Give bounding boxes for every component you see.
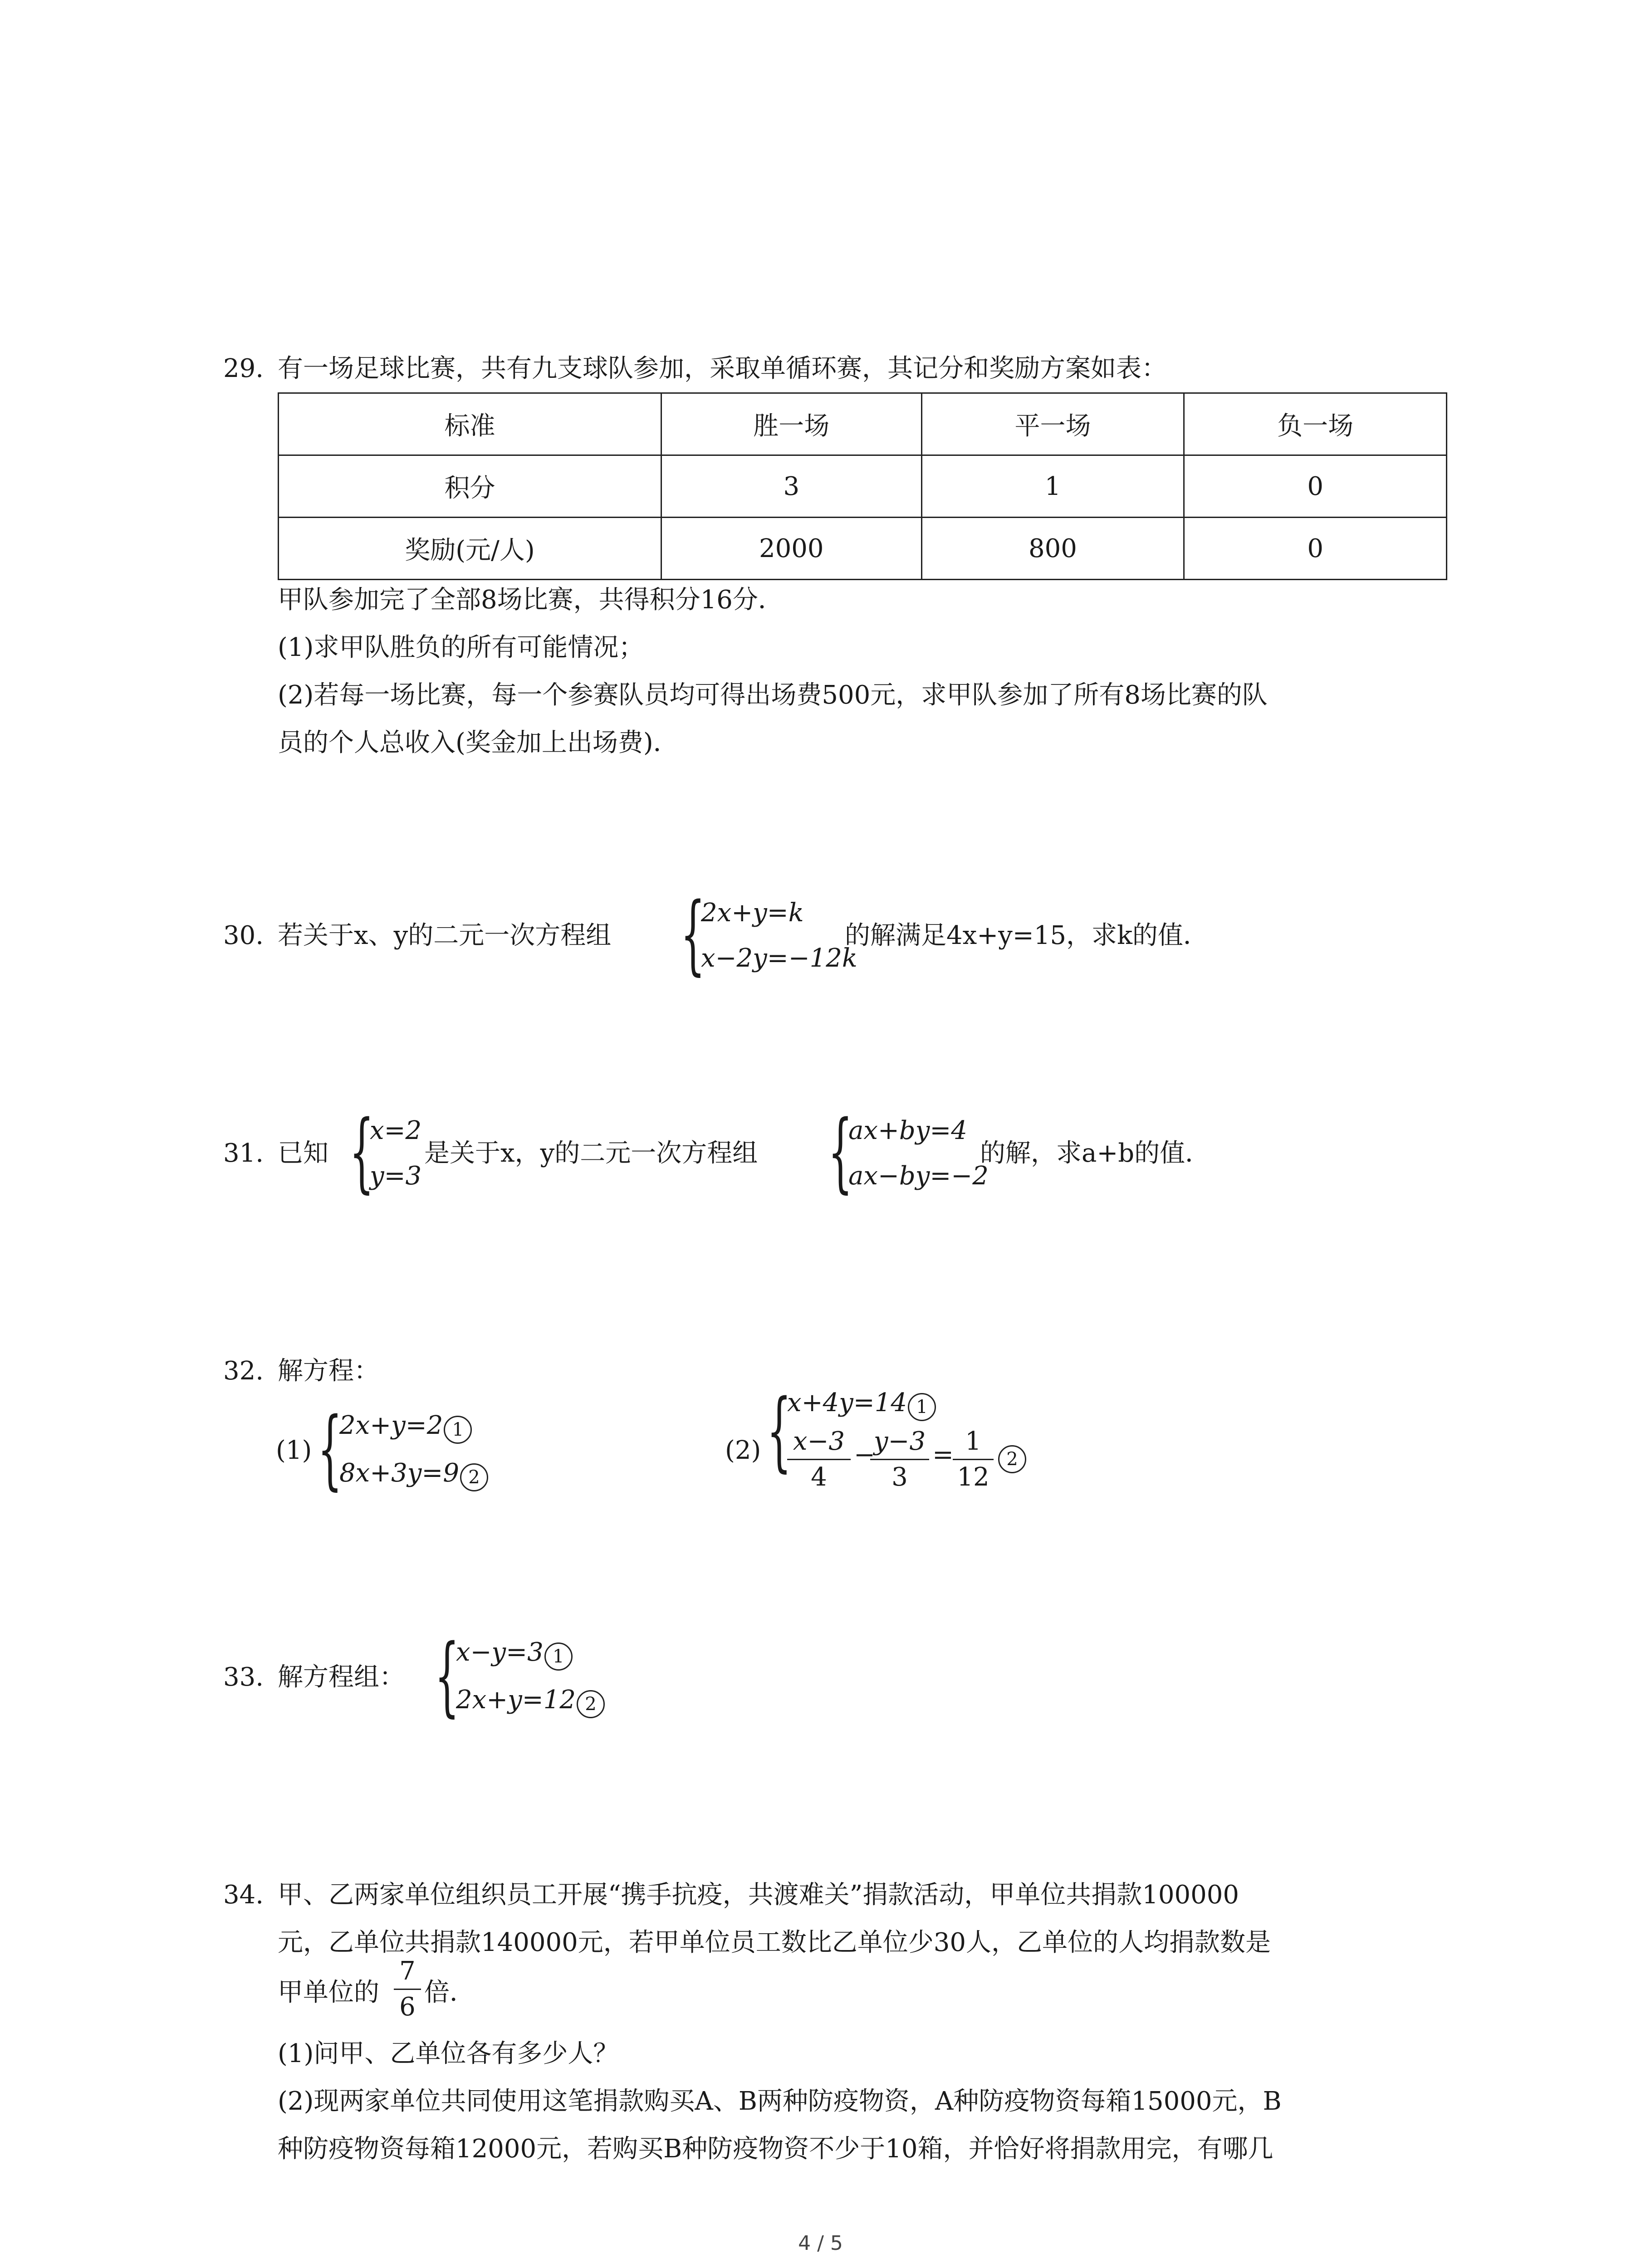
q32-fraction-3: [953, 1429, 994, 1490]
table-row: [279, 455, 1447, 518]
q33-title: 解方程组：: [278, 1662, 405, 1692]
q32-part1-label: (1): [276, 1436, 312, 1465]
left-brace-icon: {: [318, 1399, 343, 1499]
q31-sol1: x=2: [370, 1116, 422, 1145]
q31-number: 31.: [223, 1139, 264, 1168]
q29-line1: 甲队参加完了全部8场比赛，共得积分16分．: [278, 585, 784, 615]
table-cell: 800: [921, 518, 1184, 580]
fraction-numerator: y−3: [873, 1427, 926, 1456]
q29-part2a: (2)若每一场比赛，每一个参赛队员均可得出场费500元，求甲队参加了所有8场比赛的队: [278, 680, 1268, 710]
q34-fraction: [394, 1956, 421, 2022]
q29-number: 29.: [223, 354, 264, 383]
fraction-denominator: 12: [957, 1462, 989, 1492]
q29-scoring-table: [278, 392, 1447, 580]
q32-p2-eq2-marker: [997, 1442, 1026, 1473]
circled-number: 1: [444, 1416, 472, 1444]
fraction-numerator: 7: [399, 1956, 416, 1986]
q29-part1: (1)求甲队胜负的所有可能情况；: [278, 633, 644, 662]
fraction-denominator: 6: [399, 1992, 416, 2022]
q29-intro: 有一场足球比赛，共有九支球队参加，采取单循环赛，其记分和奖励方案如表：: [278, 354, 1167, 383]
fraction-numerator: x−3: [793, 1427, 845, 1456]
q30-eq1: 2x+y=k: [701, 898, 804, 928]
table-cell: 奖励(元/人): [279, 518, 661, 580]
table-cell: 1: [921, 455, 1184, 518]
left-brace-icon: {: [828, 1102, 853, 1202]
q32-p2-eq1: x+4y=14 1: [787, 1390, 936, 1421]
q32-number: 32.: [223, 1356, 264, 1386]
q34-part1: (1)问甲、乙单位各有多少人？: [278, 2039, 619, 2068]
fraction-denominator: 4: [811, 1462, 827, 1492]
q31-prefix: 已知: [278, 1139, 328, 1168]
table-cell: 0: [1184, 455, 1447, 518]
q34-line1: 甲、乙两家单位组织员工开展“携手抗疫，共渡难关”捐款活动，甲单位共捐款100000: [278, 1880, 1239, 1910]
q32-p1-eq2: 8x+3y=9 2: [339, 1461, 488, 1491]
q29-part2b: 员的个人总收入(奖金加上出场费)．: [278, 728, 679, 758]
left-brace-icon: {: [349, 1102, 374, 1202]
table-header-cell: 标准: [279, 393, 661, 455]
q31-sol2: y=3: [370, 1161, 422, 1191]
q31-eq1: ax+by=4: [848, 1116, 967, 1145]
fraction-numerator: 1: [965, 1427, 981, 1456]
q30-eq2: x−2y=−12k: [701, 943, 857, 973]
left-brace-icon: {: [681, 884, 705, 984]
q30-suffix: 的解满足4x+y=15，求k的值．: [845, 921, 1209, 950]
q32-fraction-2: [870, 1429, 929, 1490]
q30-prefix: 若关于x、y的二元一次方程组: [278, 921, 612, 950]
table-header-cell: 平一场: [921, 393, 1184, 455]
table-header-cell: 胜一场: [661, 393, 921, 455]
q33-eq2: 2x+y=12 2: [456, 1687, 605, 1718]
q33-number: 33.: [223, 1662, 264, 1692]
table-cell: 3: [661, 455, 921, 518]
table-row: [279, 518, 1447, 580]
q32-p1-eq1: 2x+y=2 1: [339, 1413, 472, 1444]
q34-number: 34.: [223, 1880, 264, 1910]
circled-number: 2: [460, 1463, 488, 1491]
page-number: 4 / 5: [798, 2232, 843, 2255]
circled-number: 2: [998, 1445, 1026, 1473]
q32-fraction-1: [787, 1429, 851, 1490]
table-cell: 0: [1184, 518, 1447, 580]
q30-number: 30.: [223, 921, 264, 950]
q32-title: 解方程：: [278, 1356, 379, 1386]
q34-part2b: 种防疫物资每箱12000元，若购买B种防疫物资不少于10箱，并恰好将捐款用完，有哪几: [278, 2134, 1274, 2164]
left-brace-icon: {: [767, 1381, 792, 1481]
circled-number: 2: [577, 1690, 605, 1718]
table-cell: 积分: [279, 455, 661, 518]
q34-line3-suffix: 倍．: [424, 1978, 475, 2007]
q31-eq2: ax−by=−2: [848, 1161, 989, 1191]
circled-number: 1: [544, 1642, 573, 1671]
table-cell: 2000: [661, 518, 921, 580]
circled-number: 1: [908, 1393, 936, 1421]
left-brace-icon: {: [435, 1626, 460, 1726]
q33-eq1: x−y=3 1: [456, 1640, 573, 1671]
fraction-denominator: 3: [892, 1462, 908, 1492]
table-header-cell: 负一场: [1184, 393, 1447, 455]
q34-line3-prefix: 甲单位的: [278, 1978, 379, 2007]
q31-middle: 是关于x，y的二元一次方程组: [424, 1139, 758, 1168]
q34-line2: 元，乙单位共捐款140000元，若甲单位员工数比乙单位少30人，乙单位的人均捐款数是: [278, 1928, 1271, 1957]
q32-equals-sign: =: [932, 1440, 954, 1470]
q32-part2-label: (2): [725, 1436, 761, 1465]
q32-minus-sign: −: [854, 1440, 875, 1470]
q31-suffix: 的解，求a+b的值．: [980, 1139, 1211, 1168]
q34-part2a: (2)现两家单位共同使用这笔捐款购买A、B两种防疫物资，A种防疫物资每箱15000元，B: [278, 2087, 1282, 2116]
table-row: [279, 393, 1447, 455]
